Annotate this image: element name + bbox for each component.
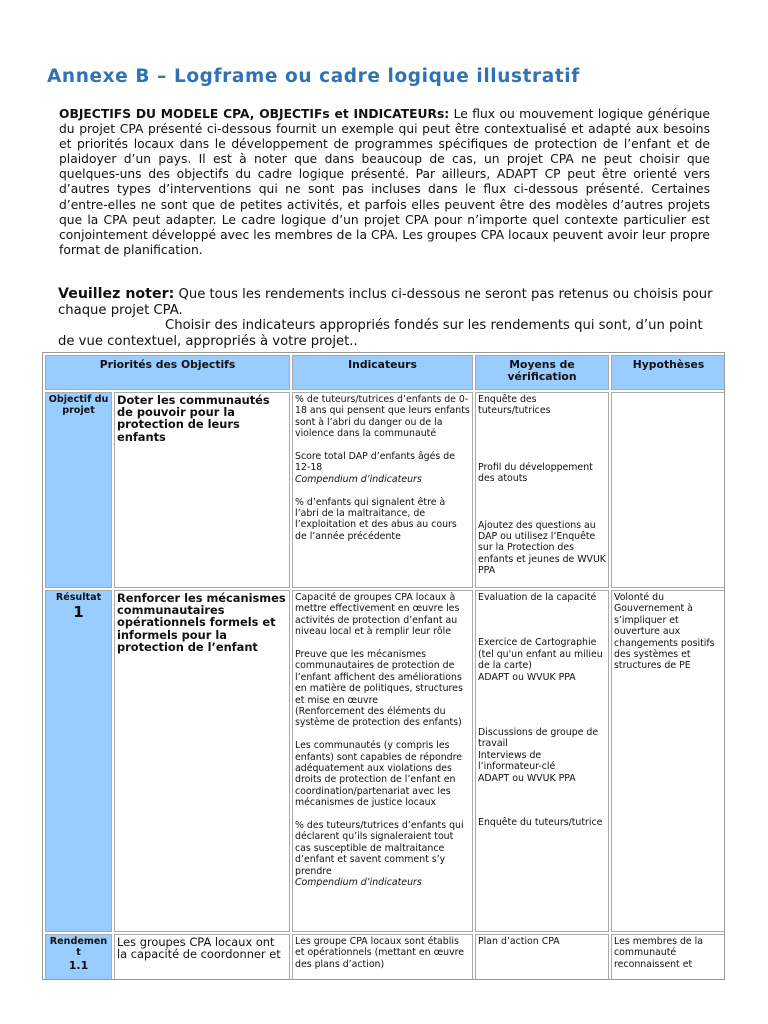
means-text: Exercice de Cartographie (tel qu'un enfant au milieu de la carte) ADAPT ou WVUK PPA — [478, 637, 603, 683]
means-text: Ajoutez des questions au DAP ou utilisez l’Enquête sur la Protection des enfants et jeunes de WVUK PPA — [478, 519, 606, 577]
header-priorities: Priorités des Objectifs — [45, 355, 290, 390]
means-cell — [475, 934, 609, 980]
header-hypotheses: Hypothèses — [611, 355, 725, 390]
indicator-source: Compendium d’indicateurs — [295, 473, 422, 485]
means-text: Discussions de groupe de travail Interviews de l’informateur-clé ADAPT ou WVUK PPA — [478, 727, 599, 784]
row-label-text: Résultat — [55, 592, 102, 603]
means-text: Profil du développement des atouts — [478, 461, 593, 485]
indicator-text-main: % des tuteurs/tutrices d’enfants qui déclarent qu’ils signaleraient tout cas susceptible de maltraitance d’enfant et savent comment s’y prendre — [295, 820, 464, 877]
header-indicators: Indicateurs — [292, 355, 473, 390]
indicator-text: % d’enfants qui signalent être à l’abri de la maltraitance, de l’exploitation et des abus au cours de l’année précédente — [295, 496, 457, 542]
indicator-text — [295, 820, 470, 888]
row-label-text: Rendement — [49, 936, 108, 959]
means-cell — [475, 392, 609, 588]
note-line2: Choisir des indicateurs appropriés fondés sur les rendements qui sont, d’un point de vue contextuel, appropriés à votre projet.. — [58, 318, 703, 349]
row-label-number: 1.1 — [68, 958, 89, 972]
intro-lead: OBJECTIFS DU MODELE CPA, OBJECTIFs et INDICATEURs: — [59, 107, 450, 121]
objective-cell: Doter les communautés de pouvoir pour la protection de leurs enfants — [114, 392, 290, 588]
hypotheses-cell — [611, 590, 725, 932]
indicator-text: Les groupe CPA locaux sont établis et opérationnels (mettant en œuvre des plans d’action) — [295, 936, 465, 970]
means-cell — [475, 590, 609, 932]
intro-paragraph — [59, 107, 710, 258]
means-text: Enquête des tuteurs/tutrices — [478, 394, 551, 417]
logframe-table-frame — [42, 352, 725, 980]
indicator-text — [295, 451, 470, 485]
table-row — [45, 590, 725, 932]
means-text: Enquête du tuteurs/tutrice — [478, 817, 603, 829]
page-title: Annexe B – Logframe ou cadre logique illustratif — [47, 66, 580, 87]
objective-cell: Les groupes CPA locaux ont la capacité de coordonner et — [114, 934, 290, 980]
header-means: Moyens de vérification — [475, 355, 609, 390]
table-row — [45, 392, 725, 588]
indicator-text: Preuve que les mécanismes communautaires de protection de l’enfant affichent des améliorations en matière de politiques, structures et mise en œuvre (Renforcement des éléments du système de protection des enfants) — [295, 649, 463, 729]
indicators-cell — [292, 590, 473, 932]
table-header-row — [45, 355, 725, 390]
means-text: Evaluation de la capacité — [478, 592, 597, 603]
hypotheses-cell — [611, 934, 725, 980]
note-line1: Que tous les rendements inclus ci-dessous ne seront pas retenus ou choisis pour chaque projet CPA. — [58, 287, 713, 318]
intro-text: Le flux ou mouvement logique générique du projet CPA présenté ci-dessous fournit un exemple qui peut être contextualisé et adapté aux besoins et priorités locaux dans le développement de programmes spécifiques de protection de l’enfant et de plaidoyer d’un pays. Il est à noter que dans beaucoup de cas, un projet CPA ne peut choisir que quelques-uns des objectifs du cadre logique présenté. Par ailleurs, ADAPT CP peut être orienté vers d’autres types d’interventions qui ne sont pas incluses dans le flux ci-dessous présenté. Certaines d’entre-elles ne sont que de petites activités, et parfois elles peuvent être des modèles d’autres projets que la CPA peut adapter. Le cadre logique d’un projet CPA pour n’importe quel contexte particulier est conjointement développé avec les membres de la CPA. Les groupes CPA locaux peuvent avoir leur propre format de planification. — [59, 107, 710, 257]
indicators-cell — [292, 934, 473, 980]
hypotheses-cell — [611, 392, 725, 588]
indicator-source: Compendium d’indicateurs — [295, 877, 422, 889]
indicators-cell — [292, 392, 473, 588]
row-label-rendement — [45, 934, 112, 980]
row-label-objectif — [45, 392, 112, 588]
hypothesis-text: Les membres de la communauté reconnaissent et — [614, 936, 704, 970]
note-lead: Veuillez noter: — [58, 286, 175, 302]
note-paragraph — [58, 287, 718, 349]
hypothesis-text: Volonté du Gouvernement à s’impliquer et ouverture aux changements positifs des systèmes et structures de PE — [614, 592, 715, 672]
indicator-text: % de tuteurs/tutrices d’enfants de 0-18 ans qui pensent que leurs enfants sont à l’abri du danger ou de la violence dans la communauté — [295, 394, 470, 440]
indicator-text: Les communautés (y compris les enfants) sont capables de répondre adéquatement aux violations des droits de protection de l’enfant en coordination/partenariat avec les mécanismes de justice locaux — [295, 740, 463, 809]
row-label-number: 1 — [73, 603, 84, 622]
indicator-text-main: Score total DAP d’enfants âgés de 12-18 — [295, 451, 455, 474]
table-row — [45, 934, 725, 980]
indicator-text: Capacité de groupes CPA locaux à mettre effectivement en œuvre les activités de protection d’enfant au niveau local et à remplir leur rôle — [295, 592, 460, 638]
logframe-table — [43, 353, 725, 980]
row-label-text: Objectif du projet — [48, 394, 109, 417]
row-label-resultat — [45, 590, 112, 932]
means-text: Plan d’action CPA — [478, 936, 560, 947]
objective-cell: Renforcer les mécanismes communautaires opérationnels formels et informels pour la protection de l’enfant — [114, 590, 290, 932]
